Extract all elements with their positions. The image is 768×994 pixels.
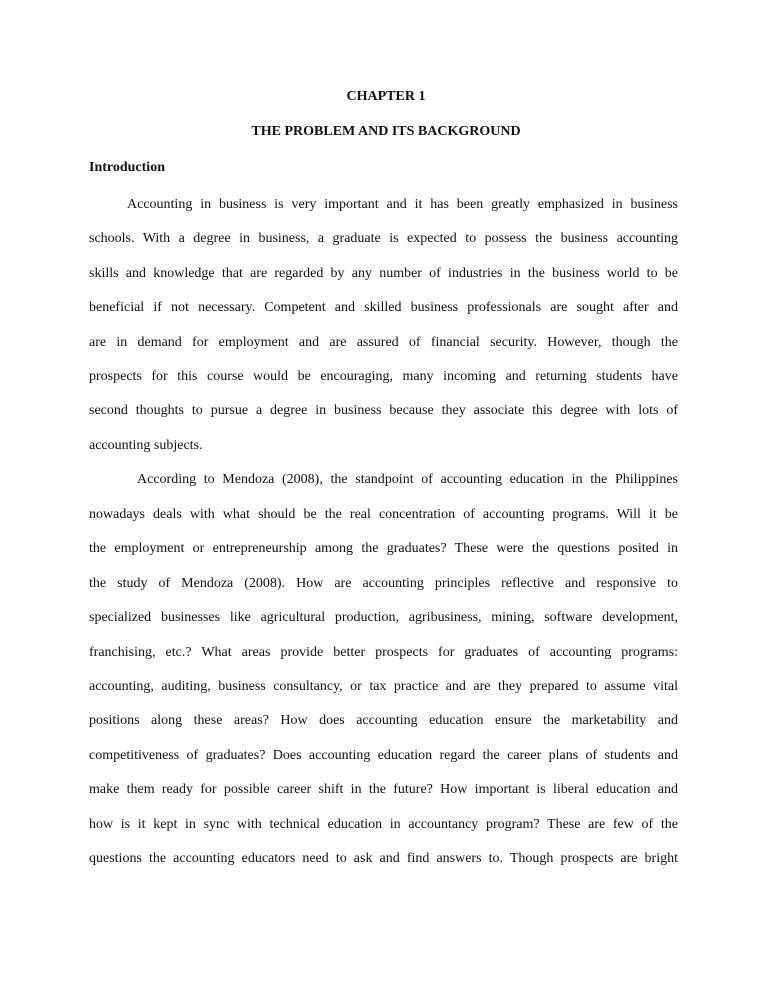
paragraph-line: prospects for this course would be encouraging, many incoming and returning students have [89, 369, 678, 384]
paragraph-line: skills and knowledge that are regarded by any number of industries in the business world to be [89, 266, 678, 281]
paragraph-line: make them ready for possible career shift in the future? How important is liberal education and [89, 782, 678, 797]
paragraph-line: accounting, auditing, business consultancy, or tax practice and are they prepared to assume vital [89, 679, 678, 694]
paragraph-line: beneficial if not necessary. Competent and skilled business professionals are sought after and [89, 300, 678, 315]
paragraph-line: are in demand for employment and are assured of financial security. However, though the [89, 335, 678, 350]
paragraph-line: Accounting in business is very important and it has been greatly emphasized in business [127, 197, 678, 212]
paragraph-line: second thoughts to pursue a degree in business because they associate this degree with lots of [89, 403, 678, 418]
paragraph-line: accounting subjects. [89, 438, 203, 453]
chapter-title: THE PROBLEM AND ITS BACKGROUND [251, 124, 521, 139]
section-heading-introduction: Introduction [89, 160, 165, 175]
paragraph-line: how is it kept in sync with technical education in accountancy program? These are few of the [89, 817, 678, 832]
paragraph-line: the study of Mendoza (2008). How are accounting principles reflective and responsive to [89, 576, 678, 591]
paragraph-line: nowadays deals with what should be the real concentration of accounting programs. Will it be [89, 507, 678, 522]
paragraph-line: competitiveness of graduates? Does accounting education regard the career plans of students and [89, 748, 678, 763]
paragraph-line: franchising, etc.? What areas provide better prospects for graduates of accounting programs: [89, 645, 678, 660]
paragraph-line: According to Mendoza (2008), the standpoint of accounting education in the Philippines [137, 472, 678, 487]
chapter-number: CHAPTER 1 [346, 89, 426, 104]
paragraph-line: the employment or entrepreneurship among the graduates? These were the questions posited in [89, 541, 678, 556]
paragraph-line: positions along these areas? How does accounting education ensure the marketability and [89, 713, 678, 728]
paragraph-line: schools. With a degree in business, a graduate is expected to possess the business accounting [89, 231, 678, 246]
paragraph-line: specialized businesses like agricultural production, agribusiness, mining, software development, [89, 610, 678, 625]
paragraph-line: questions the accounting educators need to ask and find answers to. Though prospects are bright [89, 851, 678, 866]
